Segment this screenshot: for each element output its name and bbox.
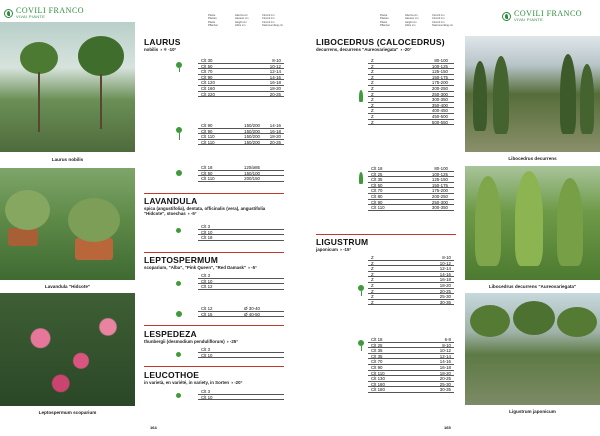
height-cell: 125-150 [431,69,448,75]
table-row [198,312,284,318]
size-cell: Clt 18 [201,235,213,241]
size-cell: Z [371,80,374,86]
size-cell: Clt 35 [371,177,383,183]
size-cell: Clt 18 [371,166,383,171]
height-cell: 300-350 [431,97,448,103]
height-cell: 500-550 [431,119,448,125]
height-cell: 120/ø85 [243,165,260,170]
divider [144,366,284,367]
height-cell: 150-175 [431,182,448,188]
circumference-cell: 14-16 [439,359,451,365]
height-cell: Ø 30-40 [244,306,260,311]
entry-subtitle-ligustrum: japonicum ◑ -15° [316,247,352,252]
circumference-cell: 12-14 [439,353,451,359]
size-cell: Clt 12 [201,306,213,311]
hardiness-icon: ◑ [339,247,342,252]
photo-caption: Libocedrus decurrens "Aureovariegata" [488,284,577,289]
hardiness-icon: ◑ [230,380,233,385]
size-cell: Z [371,283,374,288]
table-row [198,284,284,290]
height-cell: 150-175 [431,74,448,80]
size-cell: Clt 25 [371,171,383,177]
circumference-cell: 25-30 [439,294,451,300]
height-cell: 450-500 [431,114,448,119]
size-cell: Clt 50 [371,182,383,188]
photo-lavandula [0,168,135,280]
size-cell: Clt 90 [371,365,383,370]
size-cell: Z [371,114,374,119]
shrub-form-icon [176,311,182,317]
height-cell: 300-350 [431,205,448,211]
conifer-form-icon [359,90,363,102]
height-cell: Ø 40-50 [244,311,260,317]
size-cell: Clt 90 [201,123,213,128]
size-cell: Clt 12 [201,284,213,290]
size-cell: Clt 110 [371,205,385,211]
conifer-form-icon [359,172,363,184]
legend-right-plants: Piante Plantes Plants Pflanzen [380,14,391,27]
leaf-logo-icon [4,9,13,18]
legend-left-circumference: Circonf.cm Circonf.cm Circonf.cm Stammumfang cm [262,14,284,27]
legend-left-plants: Piante Plantes Plants Pflanzen [208,14,219,27]
size-cell: Clt 70 [201,69,213,75]
table-row [198,176,284,182]
height-cell: 175-200 [431,80,448,86]
hardiness-icon: ◑ [399,47,403,52]
circumference-cell: 20-25 [269,91,281,97]
size-cell: Clt 10 [201,278,213,284]
shrub-form-icon [176,393,181,398]
size-cell: Clt 50 [201,63,213,69]
size-cell: Z [371,108,374,114]
size-cell: Clt 3 [201,389,211,394]
divider [144,325,284,326]
size-cell: Z [371,288,374,294]
height-cell: 150/200 [244,123,260,128]
photo-caption: Lavandula "Hidcote" [44,284,91,289]
photo-ligustrum-japonicum [465,293,600,405]
circumference-cell: 10-12 [439,260,451,266]
size-cell: Z [371,266,374,272]
size-cell: Z [371,260,374,266]
size-cell: Clt 3 [201,347,211,352]
size-cell: Z [371,86,374,91]
height-cell: 200-250 [431,86,448,91]
page-number-right: 165 [444,425,451,430]
circumference-cell: 6-8 [444,337,451,342]
size-cell: Clt 110 [371,370,385,376]
legend-right-circumference: Circonf.cm Circonf.cm Circonf.cm Stammumfang cm [432,14,454,27]
size-cell: Clt 220 [201,91,215,97]
table-row [368,387,454,393]
divider [144,252,284,253]
height-cell: 200-250 [431,194,448,199]
shrub-form-icon [176,228,181,233]
size-cell: Clt 70 [371,188,383,194]
circumference-cell: 14-16 [269,123,281,128]
size-cell: Clt 3 [201,224,211,229]
photo-caption: Libocedrus decurrens [508,156,557,161]
circumference-cell: 8-10 [442,255,451,260]
size-cell: Clt 110 [201,176,215,182]
size-cell: Z [371,102,374,108]
size-cell: Clt 110 [201,139,215,145]
height-cell: 200/150 [244,176,260,182]
circumference-cell: 16-18 [269,128,281,134]
size-cell: Z [371,58,374,63]
size-cell: Clt 50 [201,170,213,176]
circumference-cell: 25-30 [439,381,451,387]
size-cell: Clt 180 [371,381,385,387]
entry-subtitle-lespedeza: thunbergii (desmodium penduliflorum) ◑ -25° [144,339,238,344]
height-cell: 100-125 [431,63,448,69]
divider [316,234,456,235]
photo-libocedrus-aureovariegata [465,166,600,280]
stem [179,68,180,72]
size-cell: Z [371,63,374,69]
circumference-cell: 16-18 [439,277,451,283]
entry-title-leucothoe: LEUCOTHOE [144,370,200,380]
size-cell: Clt 90 [371,199,383,205]
size-cell: Clt 80 [371,194,383,199]
size-cell: Clt 35 [371,348,383,354]
size-cell: Z [371,277,374,283]
circumference-cell: 14-16 [439,271,451,277]
brand-name: COVILI FRANCO [16,6,85,15]
photo-caption: Laurus nobilis [51,157,84,162]
height-cell: 80-100 [434,58,448,63]
shrub-form-icon [176,281,181,286]
circumference-cell: 18-20 [269,86,281,91]
divider [144,193,284,194]
circumference-cell: 10-12 [269,63,281,69]
size-cell: Z [371,119,374,125]
size-cell: Z [371,69,374,75]
height-cell: 80-100 [434,166,448,171]
size-cell: Clt 130 [371,376,385,382]
size-cell: Clt 18 [371,337,383,342]
height-cell: 250-300 [431,91,448,97]
photo-libocedrus-decurrens [465,36,600,152]
hardiness-icon: ◑ [225,339,229,344]
height-cell: 150/100 [244,170,260,176]
brand-tagline: VIVAI PIANTE [514,17,544,22]
size-cell: Clt 70 [371,359,383,365]
height-cell: 175-200 [431,188,448,194]
circumference-cell: 30-35 [439,387,451,393]
brand-name: COVILI FRANCO [514,9,583,18]
size-cell: Clt 10 [201,352,213,358]
size-cell: Clt 25 [371,342,383,348]
legend-left-height: Altezza cm Hauteur cm Height cm Höhe cm [235,14,249,27]
entry-subtitle-leptospermum: scoparium, "Alba", "Pink Queen", "Red Damask" ◑ -5° [144,265,257,270]
size-cell: Clt 18 [201,165,213,170]
table-row [198,92,284,98]
height-cell: 400-450 [431,108,448,114]
photo-caption: Ligustrum japonicum [509,409,556,414]
shrub-form-icon [176,170,182,176]
size-cell: Clt 15 [201,311,213,317]
table-row [198,353,284,359]
brand-logo-right [502,10,582,22]
circumference-cell: 8-10 [272,58,281,63]
height-cell: 125-150 [431,177,448,183]
size-cell: Clt 30 [201,58,213,63]
circumference-cell: 10-12 [439,348,451,354]
circumference-cell: 8-10 [442,342,451,348]
photo-caption: Leptospermum scoparium [38,410,97,415]
entry-title-libocedrus: LIBOCEDRUS (CALOCEDRUS) [316,37,445,47]
entry-title-lespedeza: LESPEDEZA [144,329,197,339]
circumference-cell: 18-20 [439,370,451,376]
size-cell: Z [371,91,374,97]
size-cell: Clt 180 [371,387,385,393]
size-cell: Clt 110 [201,134,215,140]
size-cell: Clt 90 [201,74,213,80]
height-cell: 100-125 [431,171,448,177]
stem [361,291,362,296]
hardiness-icon: ◑ ❄ [159,47,167,52]
page-number-left: 164 [150,425,157,430]
size-cell: Clt 120 [201,80,215,86]
circumference-cell: 12-14 [439,266,451,272]
table-row [198,395,284,401]
brand-logo-left [4,7,84,19]
entry-subtitle-laurus: nobilis ◑ ❄ -10° [144,47,177,52]
height-cell: 350-400 [431,102,448,108]
size-cell: Z [371,255,374,260]
size-cell: Z [371,74,374,80]
table-row [198,235,284,241]
stem [361,346,362,351]
circumference-cell: 18-20 [269,134,281,140]
circumference-cell: 16-18 [269,80,281,86]
circumference-cell: 18-20 [439,283,451,288]
hardiness-icon: ◑ [247,265,250,270]
size-cell: Clt 160 [201,86,215,91]
entry-title-ligustrum: LIGUSTRUM [316,237,369,247]
stem [179,133,180,140]
table-row [368,120,454,126]
photo-laurus-nobilis [0,22,135,152]
circumference-cell: 20-25 [269,139,281,145]
entry-subtitle-lavandula: spica (angustifolia), dentata, officinalis (vera), angustifolia "Hidcote", stoechas ◑ -5° [144,206,266,217]
legend-right-height: Altezza cm Hauteur cm Height cm Höhe cm [405,14,419,27]
size-cell: Z [371,97,374,103]
circumference-cell: 14-16 [269,74,281,80]
table-row [368,300,454,306]
size-cell: Z [371,271,374,277]
table-row [198,140,284,146]
size-cell: Clt 3 [201,273,211,278]
entry-subtitle-libocedrus: decurrens, decurrens "Aureovariegata" ◑ -20° [316,47,412,52]
photo-leptospermum [0,293,135,406]
circumference-cell: 20-25 [439,376,451,382]
height-cell: 150/200 [244,134,260,140]
circumference-cell: 12-14 [269,69,281,75]
entry-title-leptospermum: LEPTOSPERMUM [144,255,219,265]
circumference-cell: 16-18 [439,365,451,370]
size-cell: Z [371,299,374,305]
entry-subtitle-leucothoe: in varietà, en variété, in variety, in Sorten ◑ -20° [144,380,243,385]
circumference-cell: 20-25 [439,288,451,294]
shrub-form-icon [176,352,181,357]
entry-title-lavandula: LAVANDULA [144,196,198,206]
leaf-logo-icon [502,12,511,21]
height-cell: 150/200 [244,139,260,145]
size-cell: Clt 90 [201,128,213,134]
size-cell: Z [371,294,374,300]
entry-title-laurus: LAURUS [144,37,181,47]
circumference-cell: 30-35 [439,299,451,305]
size-cell: Clt 10 [201,394,213,400]
size-cell: Clt 10 [201,229,213,235]
size-cell: Clt 35 [371,353,383,359]
brand-tagline: VIVAI PIANTE [16,14,46,19]
height-cell: 250-300 [431,199,448,205]
hardiness-icon: ◑ [186,211,190,217]
height-cell: 150/200 [244,128,260,134]
table-row [368,205,454,211]
